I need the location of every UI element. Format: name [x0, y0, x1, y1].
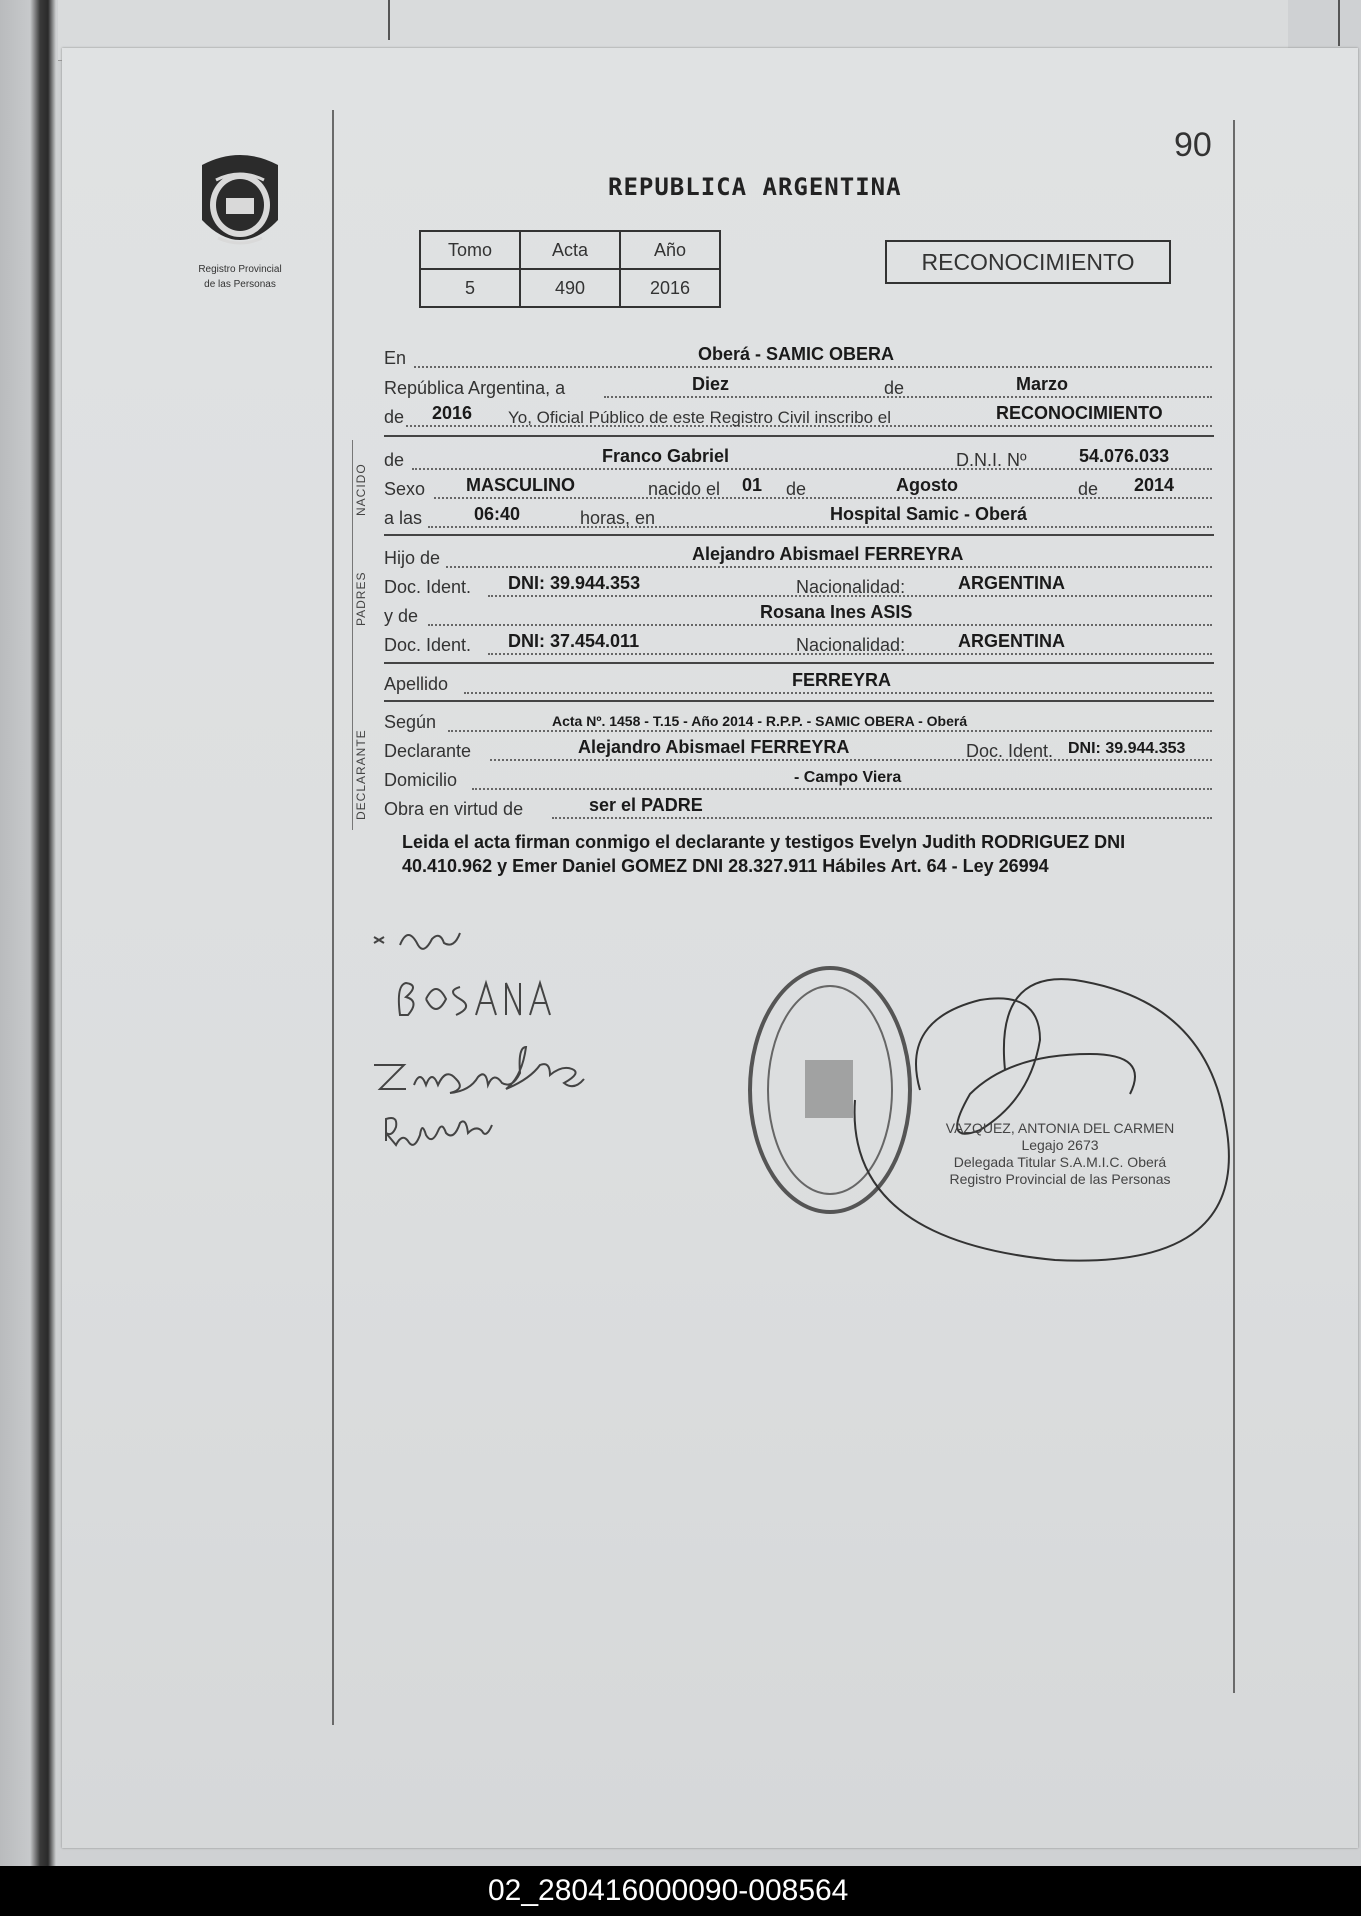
label-sexo: Sexo	[384, 479, 426, 499]
margin-line-right	[1233, 120, 1235, 1693]
page-number: 90	[1174, 126, 1212, 164]
logo-caption: de las Personas	[204, 279, 276, 290]
footer-bar	[0, 1866, 1361, 1916]
logo-caption: Registro Provincial	[198, 264, 282, 275]
label-apellido: Apellido	[384, 674, 449, 694]
coat-of-arms-icon	[190, 150, 290, 260]
row-obra	[384, 797, 1212, 823]
value-father: Alejandro Abismael FERREYRA	[692, 544, 964, 564]
row-sex-birth	[384, 477, 1212, 503]
separator	[384, 534, 1214, 536]
registry-value-anio: 2016	[620, 269, 720, 307]
registry-table	[419, 230, 721, 308]
value-month: Marzo	[1016, 374, 1069, 394]
side-label-padres: PADRES	[354, 571, 368, 626]
value-mother-doc: DNI: 37.454.011	[508, 631, 640, 651]
handwritten-signatures	[360, 915, 800, 1175]
row-place	[384, 346, 1212, 372]
margin-line-left	[332, 110, 334, 1725]
value-birth-time: 06:40	[474, 504, 521, 524]
label-oficial: Yo, Oficial Público de este Registro Civil inscribo el	[508, 408, 891, 427]
value-act-type: RECONOCIMIENTO	[996, 403, 1163, 423]
value-birth-day: 01	[742, 475, 763, 495]
row-declarante	[384, 739, 1212, 765]
closing-statement: Leida el acta firman conmigo el declarante y testigos Evelyn Judith RODRIGUEZ DNI 40.410.962 y Emer Daniel GOMEZ DNI 28.327.911 Hábiles Art. 64 - Ley 26994	[402, 832, 1126, 876]
label-republica: República Argentina, a	[384, 378, 566, 398]
registry-value-acta: 490	[520, 269, 620, 307]
label-dni: D.N.I. Nº	[956, 450, 1027, 470]
value-mother: Rosana Ines ASIS	[760, 602, 913, 622]
value-birth-place: Hospital Samic - Oberá	[830, 504, 1028, 524]
value-father-doc: DNI: 39.944.353	[508, 573, 641, 593]
value-place: Oberá - SAMIC OBERA	[698, 344, 895, 364]
label-obra: Obra en virtud de	[384, 799, 524, 819]
value-declarante: Alejandro Abismael FERREYRA	[578, 737, 850, 757]
row-father-doc	[384, 575, 1212, 601]
value-segun: Acta Nº. 1458 - T.15 - Año 2014 - R.P.P. - SAMIC OBERA - Oberá	[552, 713, 968, 729]
label-de: de	[384, 450, 405, 470]
value-apellido: FERREYRA	[792, 670, 892, 690]
label-nacionalidad: Nacionalidad:	[796, 635, 906, 655]
label-de: de	[786, 479, 807, 499]
side-label-declarante: DECLARANTE	[354, 729, 368, 820]
act-type-box: RECONOCIMIENTO	[885, 240, 1171, 284]
label-horas: horas, en	[580, 508, 656, 528]
page-title: REPUBLICA ARGENTINA	[608, 173, 902, 201]
label-de: de	[384, 407, 405, 427]
row-mother-doc	[384, 633, 1212, 659]
row-mother	[384, 604, 1212, 630]
value-domicilio: - Campo Viera	[794, 769, 902, 786]
value-sexo: MASCULINO	[466, 475, 575, 495]
row-name	[384, 448, 1212, 474]
value-dni: 54.076.033	[1079, 446, 1170, 466]
separator	[384, 700, 1214, 702]
seal-registry: Registro Provincial de las Personas	[949, 1171, 1171, 1187]
section-side-line	[352, 440, 353, 830]
back-page-line	[1338, 0, 1340, 46]
row-father	[384, 546, 1212, 572]
seal-role: Delegada Titular S.A.M.I.C. Oberá	[953, 1154, 1167, 1170]
value-obra: ser el PADRE	[589, 795, 703, 815]
label-nacionalidad: Nacionalidad:	[796, 577, 906, 597]
label-de: de	[1078, 479, 1099, 499]
label-doc: Doc. Ident.	[966, 741, 1054, 761]
seal-text	[930, 1120, 1190, 1188]
label-doc: Doc. Ident.	[384, 635, 472, 655]
value-father-nat: ARGENTINA	[958, 573, 1065, 593]
label-doc: Doc. Ident.	[384, 577, 472, 597]
label-hijo: Hijo de	[384, 548, 441, 568]
label-en: En	[384, 348, 407, 368]
row-domicilio	[384, 768, 1212, 794]
label-nacido: nacido el	[648, 479, 721, 499]
value-birth-year: 2014	[1134, 475, 1175, 495]
registry-logo	[180, 150, 300, 290]
row-segun	[384, 710, 1212, 736]
row-time-place	[384, 506, 1212, 532]
value-year: 2016	[432, 403, 473, 423]
separator	[384, 662, 1214, 664]
row-date	[384, 376, 1212, 402]
document-id: 02_280416000090-008564	[488, 1874, 849, 1907]
value-day: Diez	[692, 374, 730, 394]
registry-value-tomo: 5	[420, 269, 520, 307]
value-birth-month: Agosto	[896, 475, 958, 495]
label-segun: Según	[384, 712, 437, 732]
value-mother-nat: ARGENTINA	[958, 631, 1065, 651]
row-year	[384, 405, 1212, 431]
label-domicilio: Domicilio	[384, 770, 458, 790]
side-label-nacido: NACIDO	[354, 463, 368, 516]
seal-name: VAZQUEZ, ANTONIA DEL CARMEN	[945, 1120, 1175, 1136]
label-yde: y de	[384, 606, 419, 626]
row-apellido	[384, 672, 1212, 698]
registry-header-anio: Año	[620, 231, 720, 269]
label-alas: a las	[384, 508, 423, 528]
value-name: Franco Gabriel	[602, 446, 730, 466]
label-declarante: Declarante	[384, 741, 472, 761]
registry-header-acta: Acta	[520, 231, 620, 269]
value-declarante-doc: DNI: 39.944.353	[1068, 740, 1186, 757]
seal-legajo: Legajo 2673	[1021, 1137, 1099, 1153]
label-de: de	[884, 378, 905, 398]
back-page-line	[388, 0, 390, 40]
binder-edge	[0, 0, 58, 1866]
registry-header-tomo: Tomo	[420, 231, 520, 269]
separator	[384, 435, 1214, 437]
